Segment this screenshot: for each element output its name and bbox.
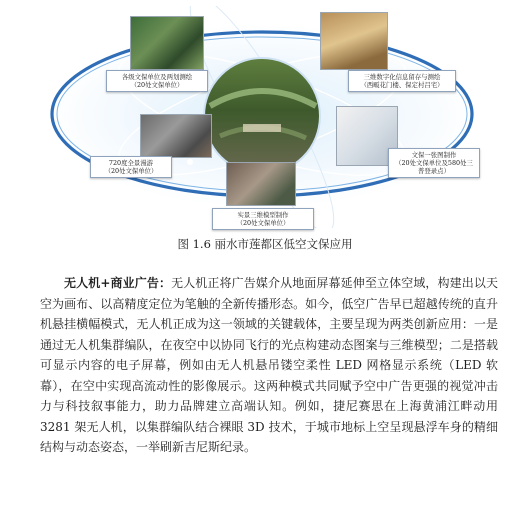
photo-bottom [226,162,296,206]
photo-top-left [130,16,204,70]
figure-diagram [30,6,500,228]
label-3d-digitization: 三维数字化信息留存与测绘 （西畈花门楼、保定村吕宅） [348,70,456,92]
center-photo [204,58,320,174]
paragraph-body: 无人机正将广告媒介从地面屏幕延伸至立体空域，构建出以天空为画布、以高精度定位为笔触的全新传播形态。如今，低空广告早已超越传统的直升机悬挂横幅模式，无人机正成为这一领域的关键载体，主要呈现为两类创新应用：一是通过无人机集群编队，在夜空中以协同飞行的光点构建动态图案与三维模型；二是搭载可显示内容的电子屏幕，例如由无人机悬吊镂空柔性 LED 网格显示系统（LED 软幕），在空中实现高流动性的影像展示。这两种模式共同赋予空中广告更强的视觉冲击力与科技叙事能力，助力品牌建立高端认知。例如，捷尼赛思在上海黄浦江畔动用 3281 架无人机，以集群编队结合裸眼 3D 技术，于城市地标上空呈现悬浮车身的精细结构与动态姿态，一举刷新吉尼斯纪录。 [40,276,498,454]
paragraph-lead: 无人机+商业广告： [64,276,172,290]
label-survey: 各级文保单位及两划测绘 （20处文保单位） [106,70,208,92]
figure-caption: 图 1.6 丽水市莲都区低空文保应用 [177,237,353,251]
label-3d-model: 实景三维模型制作 （20处文保单位） [212,208,314,230]
body-paragraph [40,273,498,458]
photo-mid-left [140,114,212,158]
label-panorama: 720度全景漫游 （20处文保单位） [90,156,172,178]
photo-top-right [320,12,388,70]
label-one-map: 文保一张图制作 （20处文保单位及580处三 普登录点） [388,148,480,178]
